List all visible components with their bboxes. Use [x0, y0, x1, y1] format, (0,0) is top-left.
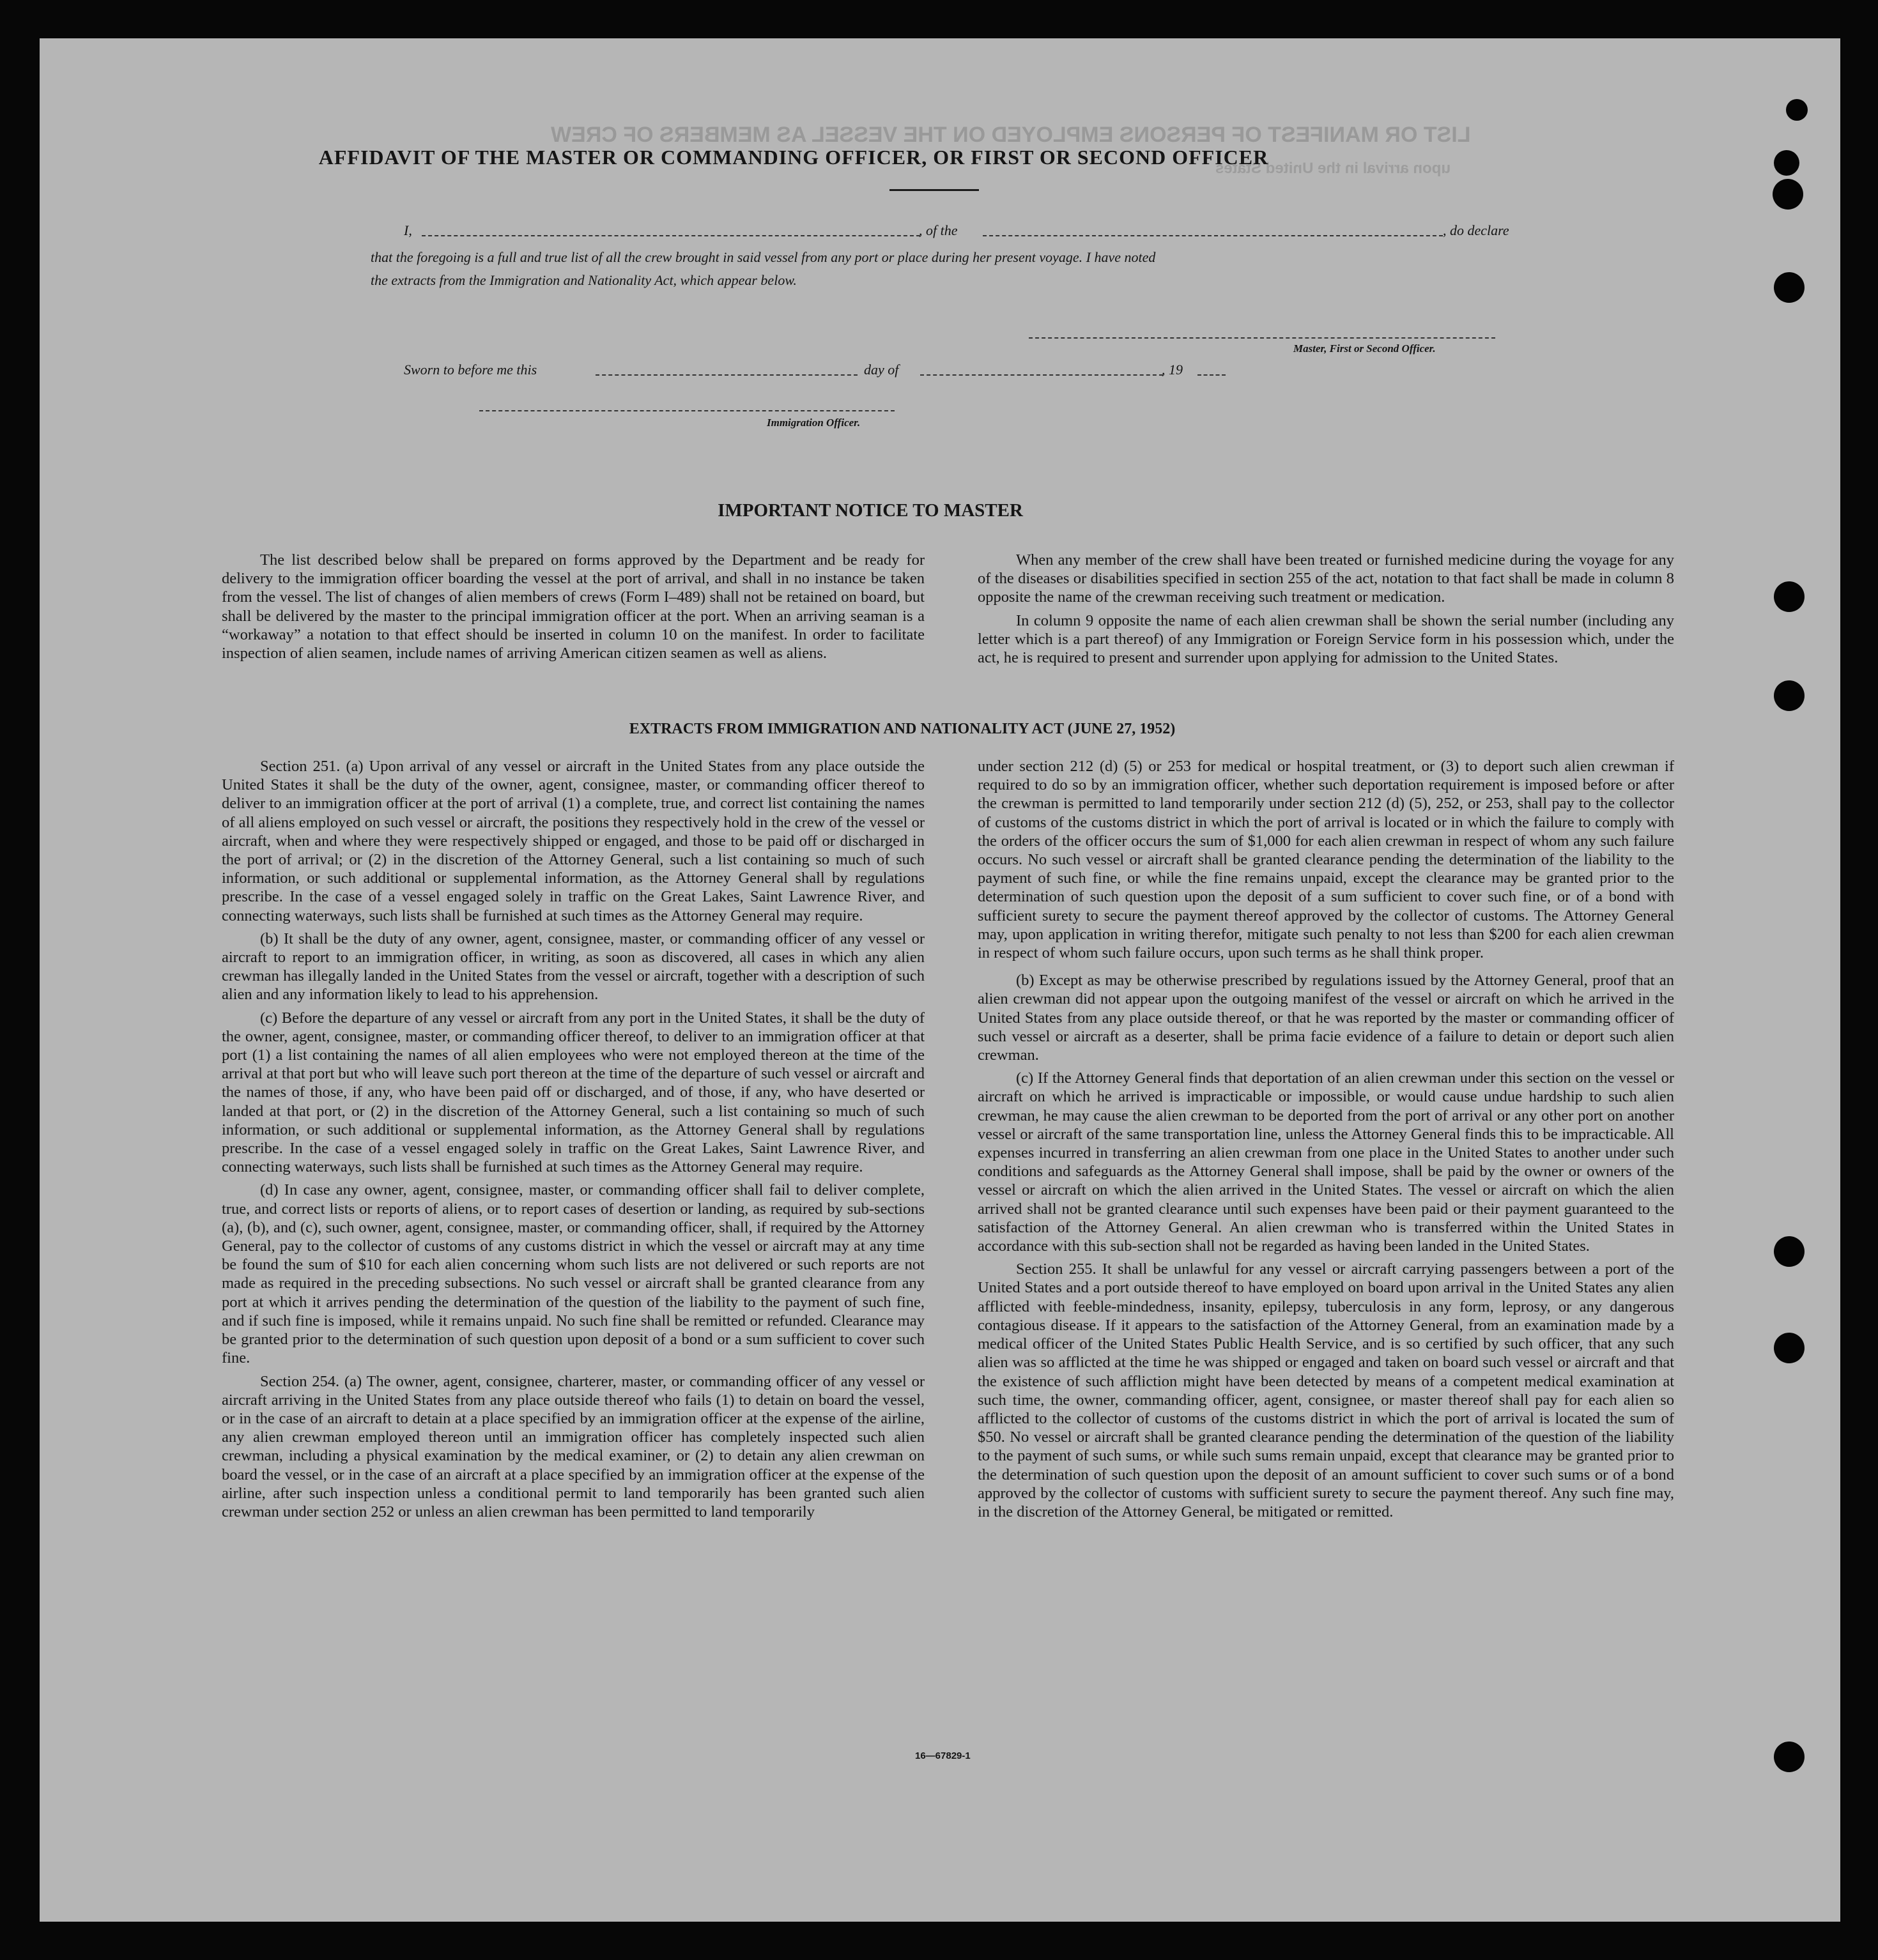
day-of-label: day of [864, 362, 899, 378]
sworn-year-field[interactable] [1197, 374, 1226, 376]
section-251-d: (d) In case any owner, agent, consignee, master, or commanding officer shall fail to deliver complete, true, and correct lists or reports of aliens, or to report cases of desertion or landing, as required by sub-sections (a), (b), and (c), such owner, agent, consignee, master, or commanding officer, shall, if required by the Attorney General, pay to the collector of customs of any customs district in which the vessel or aircraft may at any time be found the sum of $10 for each alien concerning whom such lists are not delivered or such reports are not made as required in the preceding subsections. No such vessel or aircraft shall be granted clearance from any port at which it arrives pending the determination of the question of the liability to the payment of such fine, and if such fine is imposed, while it remains unpaid. No such fine shall be remitted or refunded. Clearance may be granted prior to the determination of such question upon deposit of a bond or a sum sufficient to cover such fine. [222, 1181, 925, 1367]
master-caption: Master, First or Second Officer. [1293, 342, 1436, 355]
punch-hole [1774, 1236, 1805, 1267]
sworn-label: Sworn to before me this [404, 362, 537, 378]
section-254-a: Section 254. (a) The owner, agent, consignee, charterer, master, or commanding officer of any vessel or aircraft arriving in the United States from any place outside thereof who fails (1) to detain on board the vessel, or in the case of an aircraft to detain at a place specified by an immigration officer at the expense of the airline, any alien crewman employed thereon until an immigration officer has completely inspected such alien crewman, including a physical examination by the medical examiner, or (2) to detain any alien crewman on board the vessel, or in the case of an aircraft at a place specified by an immigration officer at the expense of the airline, after such inspection unless a conditional permit to land temporarily has been granted such alien crewman under section 252 or unless an alien crewman has been permitted to land temporarily [222, 1372, 925, 1520]
punch-hole [1774, 1333, 1805, 1363]
notice-right-paragraph-1: When any member of the crew shall have been treated or furnished medicine during the voyage for any of the diseases or disabilities specified in section 255 of the act, notation to that fact shall be made in column 8 opposite the name of the crewman receiving such treatment or medication. [978, 551, 1674, 606]
notice-left-paragraph: The list described below shall be prepared on forms approved by the Department and be ready for delivery to the immigration officer boarding the vessel at the port of arrival, and shall in no instance be taken from the vessel. The list of changes of alien members of crews (Form I–489) shall not be retained on board, but shall be delivered by the master to the principal immigration officer at the port. When an arriving seaman is a “workaway” a notation to that effect should be inserted in column 10 on the manifest. In order to facilitate inspection of alien seamen, include names of arriving American citizen seamen as well as aliens. [222, 551, 925, 662]
statement-line-2: the extracts from the Immigration and Nationality Act, which appear below. [371, 272, 797, 288]
sworn-day-field[interactable] [596, 374, 858, 376]
affidavit-title: AFFIDAVIT OF THE MASTER OR COMMANDING OFFICER, OR FIRST OR SECOND OFFICER [318, 146, 1269, 169]
punch-hole [1786, 99, 1808, 121]
bleed-through-subheading: upon arrival in the United States [1215, 160, 1451, 177]
declare-label: , do declare [1443, 222, 1509, 238]
section-254-b: (b) Except as may be otherwise prescribed by regulations issued by the Attorney General, proof that an alien crewman did not appear upon the outgoing manifest of the vessel or aircraft on which he arrived in the United States from any place outside thereof, or that he was reported by the master or commanding officer of such vessel or aircraft as a deserter, shall be prima facie evidence of a failure to detain or deport such alien crewman. [978, 972, 1674, 1064]
of-the-label: , of the [919, 222, 958, 238]
notice-right-paragraph-2: In column 9 opposite the name of each alien crewman shall be shown the serial number (including any letter which is a part thereof) of any Immigration or Foreign Service form in his possession which, under the act, he is required to present and surrender upon applying for admission to the United States. [978, 611, 1674, 667]
section-255: Section 255. It shall be unlawful for any vessel or aircraft carrying passengers between a port of the United States and a port outside thereof to have employed on board upon arrival in the United States any alien afflicted with feeble-mindedness, insanity, epilepsy, tuberculosis in any form, leprosy, or any dangerous contagious disease. If it appears to the satisfaction of the Attorney General, from an examination made by a medical officer of the United States Public Health Service, and is so certified by such officer, that any such alien was so afflicted at the time he was shipped or engaged and taken on board such vessel or aircraft and that the existence of such affliction might have been detected by means of a competent medical examination at such time, the owner, commanding officer, agent, consignee, or master thereof shall pay for each alien so afflicted to the collector of customs of the customs district in which the port of arrival is located the sum of $50. No vessel or aircraft shall be granted clearance pending the determination of the question of the liability to the payment of such sums, or while such sums remain unpaid, except that clearance may be granted prior to the determination of such question upon the deposit of an amount sufficient to cover such sums or of a bond approved by the collector of customs with sufficient surety to secure the payment thereof. Any such fine may, in the discretion of the Attorney General, be mitigated or remitted. [978, 1260, 1674, 1520]
officer-caption: Immigration Officer. [767, 417, 861, 429]
vessel-field[interactable] [983, 235, 1443, 236]
notice-left-column [222, 551, 925, 667]
section-251-a: Section 251. (a) Upon arrival of any vessel or aircraft in the United States from any place outside the United States it shall be the duty of the owner, agent, consignee, master, or commanding officer thereof to deliver to an immigration officer at the port of arrival (1) a complete, true, and correct list containing the names of all aliens employed on such vessel or aircraft, the positions they respectively hold in the crew of the vessel or aircraft, when and where they were respectively shipped or engaged, and those to be paid off or discharged in the port of arrival; or (2) in the discretion of the Attorney General, such a list containing so much of such information, or such additional or supplemental information, as the Attorney General shall by regulations prescribe. In the case of a vessel engaged solely in traffic on the Great Lakes, Saint Lawrence River, and connecting waterways, such lists shall be furnished at such times as the Attorney General may require. [222, 758, 925, 924]
statement-line-1: that the foregoing is a full and true list of all the crew brought in said vessel from any port or place during her present voyage. I have noted [371, 249, 1156, 265]
notice-right-column [978, 551, 1674, 671]
form-code: 16—67829-1 [915, 1750, 971, 1761]
section-254-a-continued: under section 212 (d) (5) or 253 for medical or hospital treatment, or (3) to deport such alien crewman if required to do so by an immigration officer, whether such deportation requirement is imposed before or after the crewman is permitted to land temporarily under section 212 (d) (5), 252, or 253, shall pay to the collector of customs of the customs district in which the port of arrival is located or in which the failure to comply with the orders of the officer occurs the sum of $1,000 for each alien crewman in respect of whom any such failure occurs. No such vessel or aircraft shall be granted clearance pending the determination of the liability to the payment of such fine, or while the fine remains unpaid, except the clearance may be granted prior to the determination of such question upon the deposit of a sum sufficient to cover such fine, or of a bond with sufficient surety to secure the payment thereof approved by the collector of customs. The Attorney General may, upon application in writing therefor, mitigate such penalty to not less than $200 for each alien crewman in respect of whom such failure occurs, upon such terms as he shall think proper. [978, 758, 1674, 962]
punch-hole [1774, 680, 1805, 711]
section-251-b: (b) It shall be the duty of any owner, agent, consignee, master, or commanding officer of any vessel or aircraft to report to an immigration officer, in writing, as soon as discovered, all cases in which any alien crewman has illegally landed in the United States from the vessel or aircraft, together with a description of such alien and any information likely to lead to his apprehension. [222, 930, 925, 1004]
notice-title: IMPORTANT NOTICE TO MASTER [718, 500, 1023, 521]
extracts-left-column [222, 757, 925, 1526]
document-page [40, 38, 1840, 1922]
punch-hole [1773, 179, 1803, 210]
extracts-right-column [978, 757, 1674, 1526]
title-rule [889, 189, 979, 191]
punch-hole [1774, 150, 1799, 176]
officer-signature-field[interactable] [479, 410, 895, 411]
punch-hole [1774, 1742, 1805, 1772]
punch-hole [1774, 272, 1805, 303]
master-signature-field[interactable] [1029, 337, 1495, 339]
sworn-month-field[interactable] [920, 374, 1163, 376]
extracts-title: EXTRACTS FROM IMMIGRATION AND NATIONALITY ACT (JUNE 27, 1952) [629, 721, 1176, 737]
section-254-c: (c) If the Attorney General finds that deportation of an alien crewman under this section on the vessel or aircraft on which he arrived is impracticable or impossible, or would cause undue hardship to such alien crewman, he may cause the alien crewman to be deported from the port of arrival or any other port on another vessel or aircraft of the same transportation line, unless the Attorney General finds this to be impracticable. All expenses incurred in transferring an alien crewman from one place in the United States to another under such conditions and safeguards as the Attorney General shall impose, shall be paid by the owner or owners of the vessel or aircraft on which the alien arrived in the United States. The vessel or aircraft on which the alien arrived shall not be granted clearance until such expenses have been paid or their payment guaranteed to the satisfaction of the Attorney General. An alien crewman who is transferred within the United States in accordance with this sub-section shall not be regarded as having been landed in the United States. [978, 1069, 1674, 1255]
punch-hole [1774, 581, 1805, 612]
i-label: I, [404, 222, 412, 238]
year-label: , 19 [1162, 362, 1183, 378]
name-field[interactable] [422, 235, 920, 236]
bleed-through-heading: LIST OR MANIFEST OF PERSONS EMPLOYED ON THE VESSEL AS MEMBERS OF CREW [551, 123, 1471, 147]
section-251-c: (c) Before the departure of any vessel or aircraft from any port in the United States, it shall be the duty of the owner, agent, consignee, master, or commanding officer thereof, to deliver to an immigration officer at that port (1) a list containing the names of all alien employees who were not employed thereon at the time of the arrival at that port but who will leave such port thereon at the time of the departure of such vessel or aircraft and the names of those, if any, who have been paid off or discharged, and of those, if any, who have deserted or landed at that port, or (2) in the discretion of the Attorney General, such a list containing so much of such information, or such additional or supplemental information, as the Attorney General shall by regulations prescribe. In the case of a vessel engaged solely in traffic on the Great Lakes, Saint Lawrence River, and connecting waterways, such lists shall be furnished at such times as the Attorney General may require. [222, 1009, 925, 1176]
